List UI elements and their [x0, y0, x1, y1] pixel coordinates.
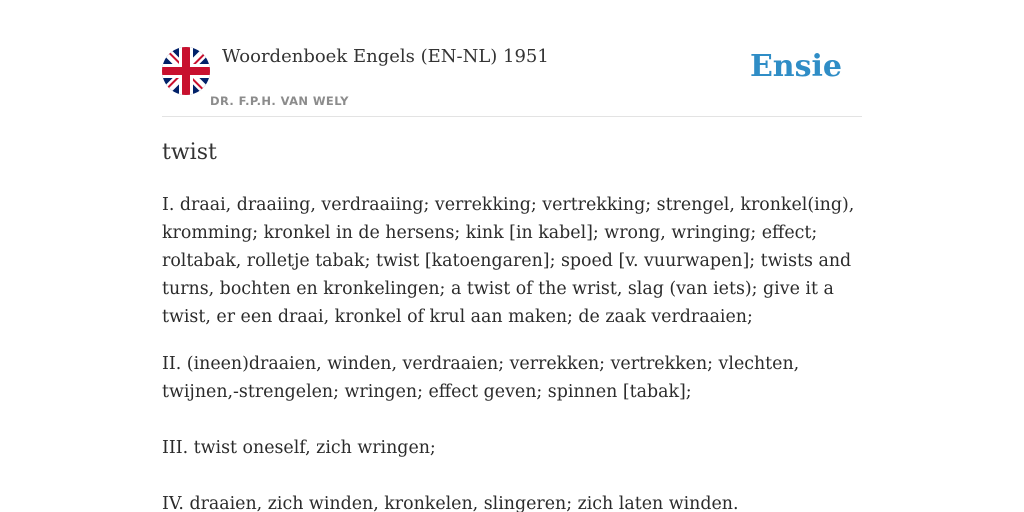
sense-2: II. (ineen)draaien, winden, verdraaien; verrekken; vertrekken; vlechten, twijnen,-strengelen; wringen; effect geven; spinnen [tabak];	[162, 354, 800, 402]
uk-flag-icon	[162, 47, 210, 95]
entry-headword: twist	[162, 140, 217, 165]
sense-4: IV. draaien, zich winden, kronkelen, slingeren; zich laten winden.	[162, 494, 739, 512]
dictionary-header	[162, 0, 862, 117]
entry-definitions	[162, 191, 862, 512]
sense-3: III. twist oneself, zich wringen;	[162, 438, 436, 458]
dictionary-title[interactable]: Woordenboek Engels (EN-NL) 1951	[222, 46, 549, 67]
page-container	[162, 0, 862, 512]
sense-1: I. draai, draaiing, verdraaiing; verrekking; vertrekking; strengel, kronkel(ing), kromming; kronkel in de hersens; kink [in kabel]; wrong, wringing; effect; roltabak, rolletje tabak; twist [katoengaren]; spoed [v. vuurwapen]; twists and turns, bochten en kronkelingen; a twist of the wrist, slag (van iets); give it a twist, er een draai, kronkel of krul aan maken; de zaak verdraaien;	[162, 195, 855, 327]
ensie-logo-link[interactable]: Ensie	[749, 49, 842, 84]
dictionary-author: DR. F.P.H. VAN WELY	[210, 94, 349, 108]
